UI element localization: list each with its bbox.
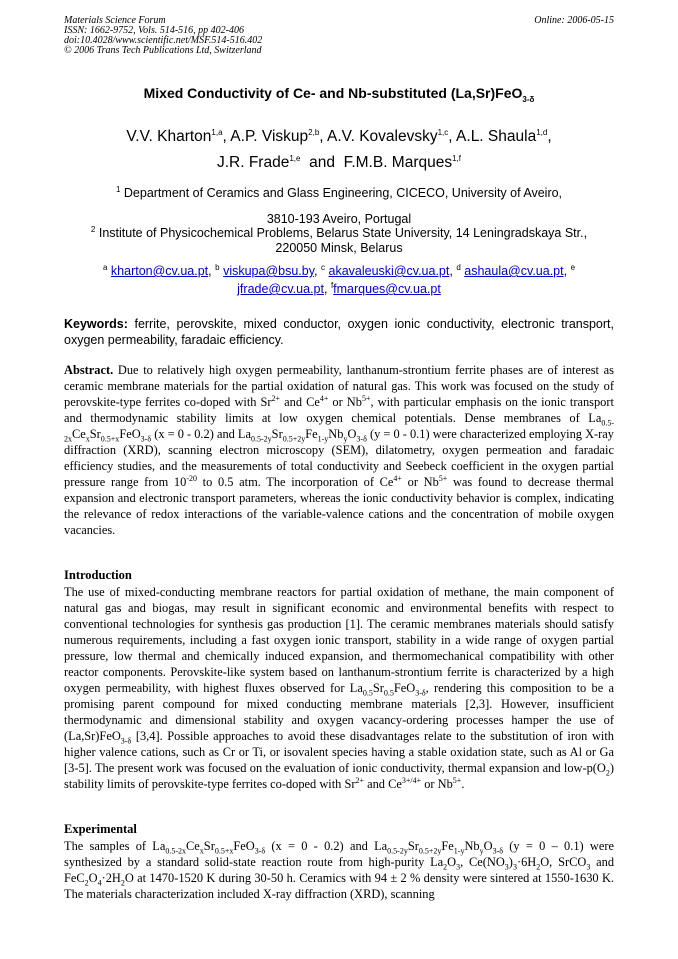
email-link-b[interactable]: viskupa@bsu.by — [223, 264, 315, 278]
keywords-label: Keywords: — [64, 317, 128, 331]
email-link-c[interactable]: akavaleuski@cv.ua.pt — [328, 264, 450, 278]
email-link-e[interactable]: jfrade@cv.ua.pt — [237, 282, 324, 296]
abstract: Abstract. Due to relatively high oxygen permeability, lanthanum-strontium ferrite phases are of interest as ceramic membrane materials for the partial oxidation of natural gas. This work was focused on the study of perovskite-type ferrites co-doped with $Sr^{2+}$ and $Ce^{4+}$ or $Nb^{5+}$, with particular emphasis on the ionic transport and thermodynamic stability limits at low oxygen chemical potentials. Dense membranes of $La_{0.5-2x}Ce_xSr_{0.5+x}FeO_{3-\delta}$ (x = 0 - 0.2) and $La_{0.5-2y}Sr_{0.5+2y}Fe_{1-y}Nb_yO_{3-\delta}$ (y = 0 - 0.1) were characterized employing X-ray diffraction (XRD), scanning electron microscopy (SEM), dilatometry, oxygen permeation and faradaic efficiency studies, and the measurements of total conductivity and Seebeck coefficient in the oxygen partial pressure range from $10^{-20}$ to 0.5 atm. The incorporation of $Ce^{4+}$ or $Nb^{5+}$ was found to decrease thermal expansion and electronic transport parameters, whereas the ionic conductivity behavior is complex, indicating the relevance of redox interactions of the variable-valence cations and the concentration of mobile oxygen vacancies. — [64, 363, 614, 537]
issn: ISSN: 1662-9752, Vols. 514-516, pp 402-406 — [64, 25, 244, 36]
experimental-heading: Experimental — [64, 822, 137, 836]
email-link-d[interactable]: ashaula@cv.ua.pt — [464, 264, 564, 278]
journal-header — [64, 16, 262, 56]
keywords: Keywords: ferrite, perovskite, mixed conductor, oxygen ionic conductivity, electronic transport, oxygen permeability, faradaic efficiency. — [64, 317, 614, 347]
online-date: Online: 2006-05-15 — [534, 15, 614, 26]
abstract-label: Abstract. — [64, 363, 114, 377]
paper-title: Mixed Conductivity of Ce- and Nb-substituted (La,Sr)FeO$_{3-\delta}$ — [143, 85, 535, 104]
email-link-a[interactable]: kharton@cv.ua.pt — [110, 264, 209, 278]
email-list: $^a$ kharton@cv.ua.pt, $^b$ viskupa@bsu.by, $^c$ akavaleuski@cv.ua.pt, $^d$ ashaula@cv.ua.pt, $^e$ jfrade@cv.ua.pt, $^f$fmarques@cv.ua.pt — [102, 262, 576, 296]
introduction-text: The use of mixed-conducting membrane reactors for partial oxidation of methane, the main component of natural gas and biogas, may result in significant economic and environmental benefits with respect to conventional technologies for synthesis gas production [1]. The ceramic membranes materials should satisfy numerous requirements, including a fast oxygen ionic transport, stability in a wide range of oxygen partial pressure, low thermal and chemically induced expansion, and thermomechanical compatibility with other reactor components. Perovskite-like system based on lanthanum-strontium ferrite is characterized by a high oxygen permeability, with highest fluxes observed for $La_{0.5}Sr_{0.5}FeO_{3-\delta}$, rendering this composition to be a promising parent compound for mixed conducting membrane materials [2,3]. However, insufficient thermodynamic and dimensional stability and oxygen vacancy-ordering processes hamper the use of (La,Sr)FeO$_{3-\delta}$ [3,4]. Possible approaches to avoid these disadvantages relate to the substitution of iron with higher valence cations, such as Cr or Ti, or isovalent species having a stable oxidation state, such as Al or Ga [3-5]. The present work was focused on the evaluation of ionic conductivity, thermal expansion and low-$p(O_2)$ stability limits of perovskite-type ferrites co-doped with $Sr^{2+}$ and $Ce^{3+/4+}$ or $Nb^{5+}$. — [64, 585, 615, 791]
email-link-f[interactable]: fmarques@cv.ua.pt — [333, 282, 441, 296]
affiliation-2: $^2$ Institute of Physicochemical Problems, Belarus State University, 14 Leningradskaya Str., 220050 Minsk, Belarus — [90, 224, 588, 255]
copyright: © 2006 Trans Tech Publications Ltd, Switzerland — [64, 45, 262, 56]
experimental-text: The samples of $La_{0.5-2x}Ce_xSr_{0.5+x}FeO_{3-\delta}$ (x = 0 - 0.2) and $La_{0.5-2y}Sr_{0.5+2y}Fe_{1-y}Nb_yO_{3-\delta}$ (y = 0 – 0.1) were synthesized by a standard solid-state reaction route from high-purity $La_2O_3$, $Ce(NO_3)_3\cdot 6H_2O$, SrCO$_3$ and $FeC_2O_4\cdot 2H_2O$ at 1470-1520 K during 30-50 h. Ceramics with 94 ± 2 % density were sintered at 1550-1630 K. The materials characterization included X-ray diffraction (XRD), scanning — [64, 839, 615, 901]
doi: doi:10.4028/www.scientific.net/MSF.514-516.402 — [64, 35, 263, 46]
journal-name: Materials Science Forum — [64, 15, 166, 26]
affiliation-1: $^1$ Department of Ceramics and Glass Engineering, CICECO, University of Aveiro, 3810-193 Aveiro, Portugal — [115, 184, 563, 226]
author-list: V.V. Kharton$^{1,a}$, A.P. Viskup$^{2,b}$, A.V. Kovalevsky$^{1,c}$, A.L. Shaula$^{1,d}$, J.R. Frade$^{1,e}$ and F.M.B. Marques$^{1,f}$ — [126, 127, 552, 171]
introduction-heading: Introduction — [64, 568, 132, 582]
